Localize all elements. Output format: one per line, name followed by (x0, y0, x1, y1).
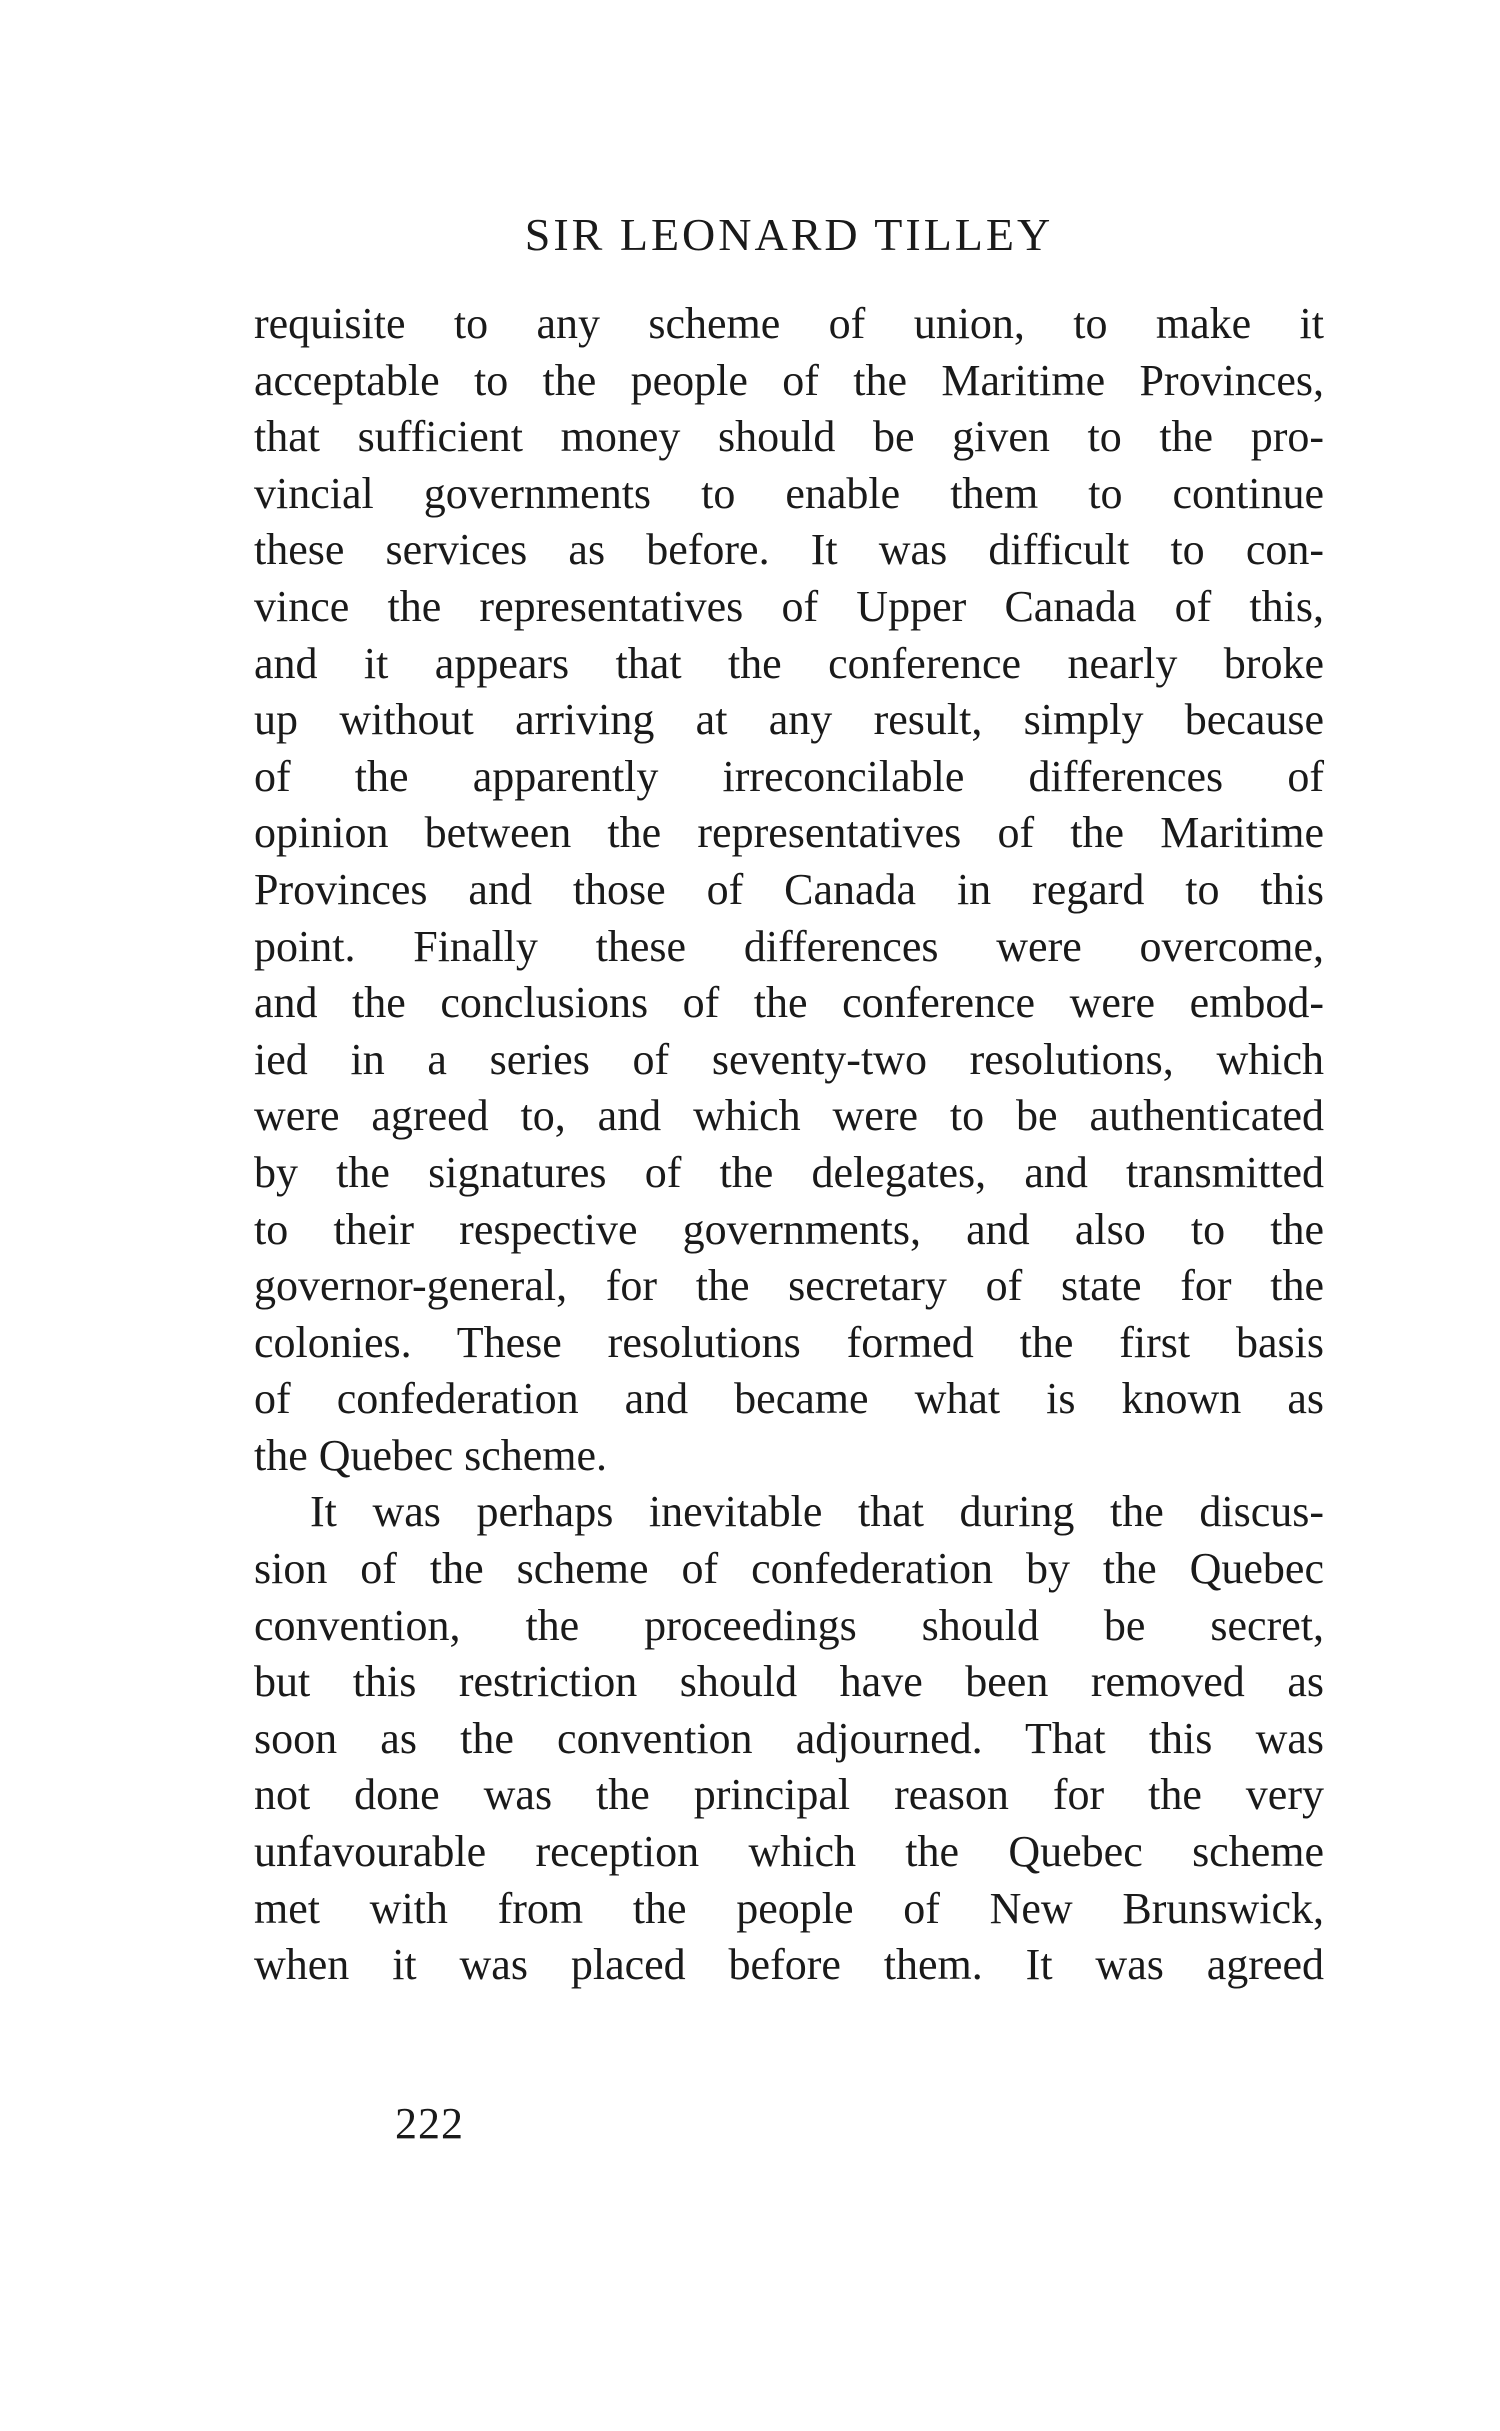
text-line: acceptable to the people of the Maritime Provinces, (254, 355, 1324, 405)
text-line: opinion between the representatives of the Maritime (254, 808, 1324, 858)
text-line: by the signatures of the delegates, and transmitted (254, 1147, 1324, 1197)
text-line: sion of the scheme of confederation by the Quebec (254, 1544, 1324, 1594)
text-line: requisite to any scheme of union, to make it (254, 299, 1324, 348)
page-number: 222 (395, 2099, 464, 2148)
text-line: and it appears that the conference nearly broke (254, 638, 1324, 688)
text-line: Provinces and those of Canada in regard to this (254, 864, 1324, 914)
text-line: up without arriving at any result, simply because (254, 695, 1324, 745)
text-line: governor-general, for the secretary of state for the (254, 1261, 1324, 1311)
text-line: the Quebec scheme. (254, 1430, 608, 1480)
text-line: of the apparently irreconcilable differences of (254, 751, 1324, 801)
text-line: not done was the principal reason for the very (254, 1770, 1324, 1820)
text-line: to their respective governments, and also to the (254, 1204, 1324, 1254)
text-line: and the conclusions of the conference were embod- (254, 978, 1324, 1028)
text-line: met with from the people of New Brunswick, (254, 1883, 1324, 1933)
text-line: vince the representatives of Upper Canada of this, (254, 581, 1324, 631)
text-line: were agreed to, and which were to be authenticated (254, 1091, 1324, 1141)
text-line: colonies. These resolutions formed the first basis (254, 1317, 1324, 1367)
text-line: unfavourable reception which the Quebec scheme (254, 1827, 1324, 1877)
text-line: It was perhaps inevitable that during the discus- (310, 1487, 1324, 1537)
text-line: these services as before. It was difficult to con- (254, 525, 1324, 575)
text-line: point. Finally these differences were overcome, (254, 921, 1324, 971)
text-line: when it was placed before them. It was agreed (254, 1940, 1324, 1990)
running-head: SIR LEONARD TILLEY (524, 209, 1054, 260)
text-line: ied in a series of seventy-two resolutions, which (254, 1034, 1324, 1084)
paragraph-2 (254, 1484, 1324, 1993)
text-line: vincial governments to enable them to continue (254, 468, 1324, 518)
text-line: convention, the proceedings should be secret, (254, 1600, 1324, 1650)
text-line: of confederation and became what is known as (254, 1374, 1324, 1424)
body-text (254, 296, 1324, 1994)
paragraph-1 (254, 296, 1324, 1484)
text-line: soon as the convention adjourned. That this was (254, 1713, 1324, 1763)
text-line: that sufficient money should be given to the pro- (254, 412, 1324, 462)
text-line: but this restriction should have been removed as (254, 1657, 1324, 1707)
